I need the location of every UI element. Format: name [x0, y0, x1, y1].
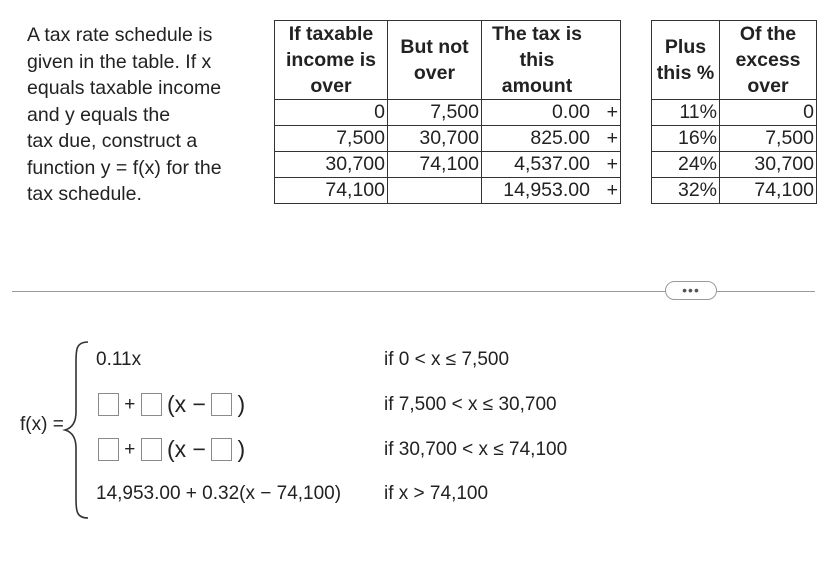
plus-sign: +	[124, 393, 136, 415]
piece4-condition: if x > 74,100	[384, 483, 489, 504]
problem-line: tax due, construct a	[27, 130, 198, 152]
piece3-rate-input[interactable]	[141, 438, 162, 461]
expand-more-button[interactable]: •••	[665, 281, 717, 300]
cell-over: 0	[275, 100, 388, 126]
cell-excess-over: 0	[720, 100, 817, 126]
open-paren-x-minus: (x −	[166, 436, 206, 462]
cell-excess-over: 7,500	[720, 126, 817, 152]
cell-rate: 16%	[652, 126, 720, 152]
header-plus-spacer	[592, 21, 621, 100]
cell-not-over: 7,500	[388, 100, 482, 126]
cell-rate: 32%	[652, 178, 720, 204]
piece1-expression: 0.11x	[96, 349, 142, 370]
cell-not-over	[388, 178, 482, 204]
table-row	[275, 126, 817, 152]
cell-gap	[621, 178, 652, 204]
header-gap	[621, 21, 652, 100]
cell-excess-over: 30,700	[720, 152, 817, 178]
cell-amount: 4,537.00	[482, 152, 593, 178]
cell-rate: 24%	[652, 152, 720, 178]
cell-gap	[621, 152, 652, 178]
cell-plus: +	[592, 152, 621, 178]
header-excess-over: Of the excess over	[720, 21, 817, 100]
tax-schedule-table	[274, 20, 817, 204]
table-header-row	[275, 21, 817, 100]
cell-rate: 11%	[652, 100, 720, 126]
cell-not-over: 30,700	[388, 126, 482, 152]
cell-gap	[621, 100, 652, 126]
piece2-condition: if 7,500 < x ≤ 30,700	[384, 394, 557, 415]
cell-gap	[621, 126, 652, 152]
cell-amount: 0.00	[482, 100, 593, 126]
problem-statement	[27, 22, 267, 208]
cell-amount: 14,953.00	[482, 178, 593, 204]
piece3-threshold-input[interactable]	[211, 438, 232, 461]
piece1-condition: if 0 < x ≤ 7,500	[384, 349, 510, 370]
problem-line: function y = f(x) for the	[27, 156, 222, 179]
piece3-condition: if 30,700 < x ≤ 74,100	[384, 439, 568, 460]
table-row	[275, 152, 817, 178]
close-paren: )	[237, 436, 246, 462]
header-tax-amount: The tax is this amount	[482, 21, 593, 100]
cell-amount: 825.00	[482, 126, 593, 152]
header-taxable-income-over: If taxable income is over	[275, 21, 388, 100]
function-label: f(x) =	[20, 414, 64, 435]
cell-over: 74,100	[275, 178, 388, 204]
cell-not-over: 74,100	[388, 152, 482, 178]
cell-excess-over: 74,100	[720, 178, 817, 204]
piece3-expression	[98, 436, 245, 463]
cell-plus: +	[592, 100, 621, 126]
piece2-expression	[98, 391, 245, 418]
plus-sign: +	[124, 438, 136, 460]
header-but-not-over: But not over	[388, 21, 482, 100]
header-plus-percent: Plus this %	[652, 21, 720, 100]
piece2-base-tax-input[interactable]	[98, 393, 119, 416]
table-row	[275, 178, 817, 204]
table-row	[275, 100, 817, 126]
cell-plus: +	[592, 126, 621, 152]
problem-line: tax schedule.	[27, 183, 142, 205]
problem-line: and y equals the	[27, 103, 171, 126]
close-paren: )	[237, 391, 246, 417]
problem-line: A tax rate schedule is	[27, 24, 213, 46]
piece3-base-tax-input[interactable]	[98, 438, 119, 461]
piece4-expression: 14,953.00 + 0.32(x − 74,100)	[96, 483, 342, 504]
problem-line: equals taxable income	[27, 77, 222, 99]
problem-line: given in the table. If x	[27, 50, 212, 73]
cell-over: 7,500	[275, 126, 388, 152]
cell-plus: +	[592, 178, 621, 204]
piece2-threshold-input[interactable]	[211, 393, 232, 416]
cell-over: 30,700	[275, 152, 388, 178]
left-brace-icon	[62, 340, 92, 520]
open-paren-x-minus: (x −	[166, 391, 206, 417]
piece2-rate-input[interactable]	[141, 393, 162, 416]
